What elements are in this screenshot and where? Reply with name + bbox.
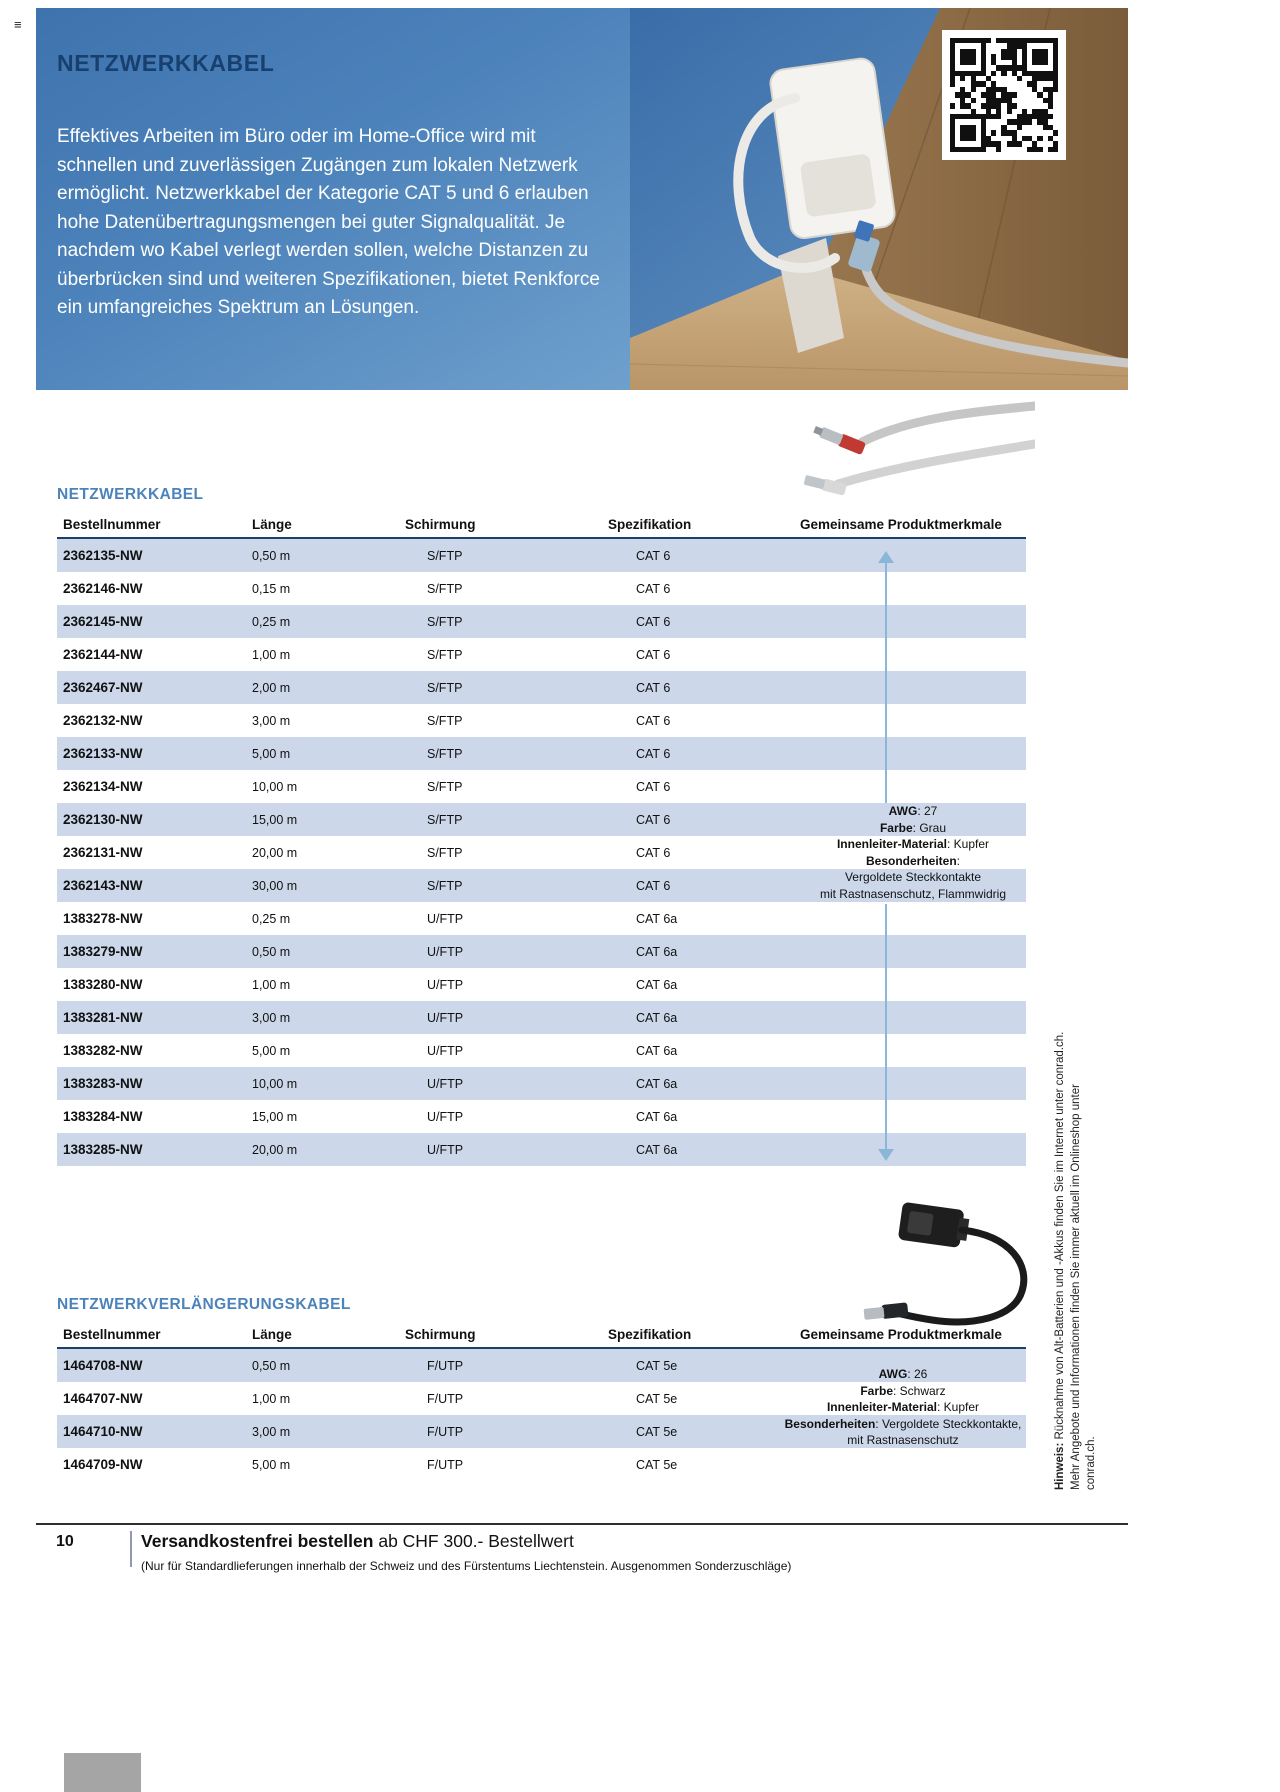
- cell-schirmung: F/UTP: [427, 1457, 464, 1472]
- feature-line: Innenleiter-Material: Kupfer: [826, 1400, 980, 1414]
- cell-laenge: 5,00 m: [252, 746, 291, 761]
- cell-bestellnummer: 2362467-NW: [63, 680, 143, 695]
- column-header-spezifikation: Spezifikation: [608, 517, 692, 532]
- cell-schirmung: U/FTP: [427, 944, 464, 959]
- cell-bestellnummer: 1464708-NW: [63, 1358, 143, 1373]
- cell-bestellnummer: 1383285-NW: [63, 1142, 143, 1157]
- table-row: [57, 572, 1026, 605]
- cell-schirmung: S/FTP: [427, 779, 463, 794]
- cell-spezifikation: CAT 6: [636, 845, 671, 860]
- cell-bestellnummer: 1464709-NW: [63, 1457, 143, 1472]
- column-header-bestellnummer: Bestellnummer: [63, 517, 161, 532]
- cell-laenge: 15,00 m: [252, 812, 298, 827]
- column-header-merkmale: Gemeinsame Produktmerkmale: [800, 517, 1002, 532]
- footer-rule: [36, 1523, 1128, 1525]
- cell-bestellnummer: 1383278-NW: [63, 911, 143, 926]
- cell-laenge: 1,00 m: [252, 647, 291, 662]
- product-features: [778, 1366, 1028, 1449]
- cell-bestellnummer: 1383280-NW: [63, 977, 143, 992]
- cell-spezifikation: CAT 6a: [636, 911, 678, 926]
- cell-bestellnummer: 1383283-NW: [63, 1076, 143, 1091]
- cell-spezifikation: CAT 6a: [636, 1142, 678, 1157]
- cell-laenge: 0,50 m: [252, 944, 291, 959]
- cell-schirmung: U/FTP: [427, 1010, 464, 1025]
- cell-spezifikation: CAT 6a: [636, 977, 678, 992]
- cell-schirmung: S/FTP: [427, 812, 463, 827]
- cell-schirmung: S/FTP: [427, 878, 463, 893]
- cell-laenge: 3,00 m: [252, 713, 291, 728]
- cell-laenge: 5,00 m: [252, 1043, 291, 1058]
- table-row: [57, 605, 1026, 638]
- menu-icon: ≡: [14, 17, 22, 32]
- cell-schirmung: U/FTP: [427, 1142, 464, 1157]
- range-arrow-line: [885, 562, 887, 803]
- cell-schirmung: F/UTP: [427, 1358, 464, 1373]
- section-heading: NETZWERKKABEL: [57, 486, 204, 503]
- column-header-laenge: Länge: [252, 517, 292, 532]
- cell-schirmung: S/FTP: [427, 581, 463, 596]
- cell-schirmung: U/FTP: [427, 1076, 464, 1091]
- cell-spezifikation: CAT 6a: [636, 1043, 678, 1058]
- cell-schirmung: U/FTP: [427, 911, 464, 926]
- feature-line: Besonderheiten: Vergoldete Steckkontakte,: [784, 1416, 1022, 1431]
- cell-spezifikation: CAT 6: [636, 680, 671, 695]
- cell-bestellnummer: 2362135-NW: [63, 548, 143, 563]
- cell-spezifikation: CAT 6: [636, 614, 671, 629]
- footer-gray-box: [64, 1753, 141, 1792]
- cell-bestellnummer: 2362146-NW: [63, 581, 143, 596]
- column-header-bestellnummer: Bestellnummer: [63, 1327, 161, 1342]
- netzwerkkabel-section: [57, 486, 1026, 1166]
- cell-schirmung: U/FTP: [427, 1043, 464, 1058]
- cell-spezifikation: CAT 6: [636, 647, 671, 662]
- cell-schirmung: S/FTP: [427, 680, 463, 695]
- cell-bestellnummer: 1383284-NW: [63, 1109, 143, 1124]
- cell-bestellnummer: 2362132-NW: [63, 713, 143, 728]
- cell-bestellnummer: 1383281-NW: [63, 1010, 143, 1025]
- cell-schirmung: S/FTP: [427, 746, 463, 761]
- feature-line: mit Rastnasenschutz: [847, 1433, 959, 1447]
- cell-spezifikation: CAT 6: [636, 713, 671, 728]
- table-row: [57, 935, 1026, 968]
- cell-bestellnummer: 2362143-NW: [63, 878, 143, 893]
- netzwerkkabel-table: [57, 512, 1026, 1166]
- column-header-spezifikation: Spezifikation: [608, 1327, 692, 1342]
- product-features: [800, 803, 1026, 902]
- feature-line: mit Rastnasenschutz, Flammwidrig: [819, 886, 1007, 901]
- cell-laenge: 1,00 m: [252, 1391, 291, 1406]
- footer-note: (Nur für Standardlieferungen innerhalb der Schweiz und des Fürstentums Liechtenstein. Ausgenommen Sonderzuschläge): [141, 1559, 792, 1573]
- cell-spezifikation: CAT 6: [636, 548, 671, 563]
- cell-bestellnummer: 1464707-NW: [63, 1391, 143, 1406]
- table-row: [57, 1067, 1026, 1100]
- feature-line: Innenleiter-Material: Kupfer: [836, 837, 990, 851]
- cell-schirmung: U/FTP: [427, 1109, 464, 1124]
- cell-schirmung: S/FTP: [427, 614, 463, 629]
- cell-spezifikation: CAT 5e: [636, 1457, 678, 1472]
- cell-bestellnummer: 2362133-NW: [63, 746, 143, 761]
- cell-laenge: 3,00 m: [252, 1424, 291, 1439]
- cell-schirmung: U/FTP: [427, 977, 464, 992]
- column-header-schirmung: Schirmung: [405, 517, 476, 532]
- cell-laenge: 10,00 m: [252, 779, 298, 794]
- table-row: [57, 1034, 1026, 1067]
- section-heading: NETZWERKVERLÄNGERUNGSKABEL: [57, 1296, 351, 1313]
- side-note-line: Mehr Angebote und Informationen finden Sie immer aktuell im Onlineshop unter conrad.ch.: [1069, 1084, 1097, 1490]
- qr-code: [942, 30, 1066, 160]
- cell-laenge: 2,00 m: [252, 680, 291, 695]
- cell-laenge: 0,50 m: [252, 1358, 291, 1373]
- cell-bestellnummer: 2362144-NW: [63, 647, 143, 662]
- arrow-up-icon: [878, 551, 894, 563]
- cell-laenge: 1,00 m: [252, 977, 291, 992]
- feature-line: Vergoldete Steckkontakte: [844, 870, 982, 884]
- feature-line: AWG: 26: [878, 1367, 928, 1381]
- page-number: 10: [56, 1533, 74, 1550]
- cell-laenge: 15,00 m: [252, 1109, 298, 1124]
- table-row: [57, 671, 1026, 704]
- hero-text-panel: [36, 8, 630, 390]
- side-note: [1053, 1028, 1100, 1490]
- cell-laenge: 10,00 m: [252, 1076, 298, 1091]
- cell-bestellnummer: 2362134-NW: [63, 779, 143, 794]
- cell-bestellnummer: 2362131-NW: [63, 845, 143, 860]
- cell-laenge: 30,00 m: [252, 878, 298, 893]
- cell-schirmung: F/UTP: [427, 1424, 464, 1439]
- column-header-merkmale: Gemeinsame Produktmerkmale: [800, 1327, 1002, 1342]
- cell-spezifikation: CAT 6: [636, 812, 671, 827]
- page-title: NETZWERKKABEL: [57, 50, 275, 76]
- cell-bestellnummer: 1383279-NW: [63, 944, 143, 959]
- cell-schirmung: S/FTP: [427, 647, 463, 662]
- cell-bestellnummer: 2362130-NW: [63, 812, 143, 827]
- column-header-schirmung: Schirmung: [405, 1327, 476, 1342]
- cell-spezifikation: CAT 5e: [636, 1424, 678, 1439]
- cell-spezifikation: CAT 5e: [636, 1358, 678, 1373]
- table-row: [57, 1448, 1026, 1481]
- cell-spezifikation: CAT 6a: [636, 1010, 678, 1025]
- hero-photo-panel: [630, 8, 1128, 390]
- footer-divider: [130, 1531, 132, 1567]
- cell-laenge: 20,00 m: [252, 845, 298, 860]
- arrow-down-icon: [878, 1149, 894, 1161]
- table-row: [57, 770, 1026, 803]
- cell-spezifikation: CAT 6a: [636, 944, 678, 959]
- cell-bestellnummer: 2362145-NW: [63, 614, 143, 629]
- feature-line: Besonderheiten:: [865, 853, 961, 868]
- cell-schirmung: S/FTP: [427, 845, 463, 860]
- cell-schirmung: S/FTP: [427, 713, 463, 728]
- cell-schirmung: F/UTP: [427, 1391, 464, 1406]
- hero-banner: [36, 8, 1128, 390]
- table-row: [57, 1100, 1026, 1133]
- cable-ends-photo: [800, 392, 1035, 500]
- verlaengerungskabel-table: [57, 1322, 1026, 1481]
- table-header-row: [57, 1322, 1026, 1349]
- cell-laenge: 20,00 m: [252, 1142, 298, 1157]
- cell-spezifikation: CAT 6: [636, 878, 671, 893]
- footer-offer: Versandkostenfrei bestellen ab CHF 300.- Bestellwert: [141, 1531, 574, 1551]
- table-row: [57, 704, 1026, 737]
- cell-spezifikation: CAT 6a: [636, 1109, 678, 1124]
- table-row: [57, 737, 1026, 770]
- intro-paragraph: Effektives Arbeiten im Büro oder im Home-Office wird mit schnellen und zuverlässigen Zugängen zum lokalen Netzwerk ermöglicht. Netzwerkkabel der Kategorie CAT 5 und 6 erlauben hohe Datenübertragungsmengen bei guter Signalqualität. Je nachdem wo Kabel verlegt werden sollen, welche Distanzen zu überbrücken sind und weiteren Spezifikationen, bietet Renkforce ein umfangreiches Spektrum an Lösungen.: [57, 126, 600, 318]
- feature-line: AWG: 27: [888, 804, 938, 818]
- table-row: [57, 902, 1026, 935]
- cell-laenge: 0,50 m: [252, 548, 291, 563]
- feature-line: Farbe: Schwarz: [860, 1383, 946, 1398]
- cell-laenge: 0,25 m: [252, 911, 291, 926]
- verlaengerungskabel-section: [57, 1296, 1026, 1481]
- cell-laenge: 3,00 m: [252, 1010, 291, 1025]
- table-row: [57, 638, 1026, 671]
- cell-spezifikation: CAT 5e: [636, 1391, 678, 1406]
- cell-laenge: 5,00 m: [252, 1457, 291, 1472]
- cell-laenge: 0,25 m: [252, 614, 291, 629]
- side-note-line: Hinweis: Rücknahme von Alt-Batterien und -Akkus finden Sie im Internet unter conrad.ch.: [1054, 1031, 1066, 1490]
- feature-line: Farbe: Grau: [879, 820, 947, 835]
- cell-laenge: 0,15 m: [252, 581, 291, 596]
- range-arrow-line: [885, 904, 887, 1149]
- table-row: [57, 1001, 1026, 1034]
- cell-spezifikation: CAT 6: [636, 581, 671, 596]
- cell-bestellnummer: 1464710-NW: [63, 1424, 143, 1439]
- cell-spezifikation: CAT 6: [636, 779, 671, 794]
- column-header-laenge: Länge: [252, 1327, 292, 1342]
- cell-spezifikation: CAT 6a: [636, 1076, 678, 1091]
- cell-spezifikation: CAT 6: [636, 746, 671, 761]
- table-row: [57, 968, 1026, 1001]
- cell-bestellnummer: 1383282-NW: [63, 1043, 143, 1058]
- table-header-row: [57, 512, 1026, 539]
- cell-schirmung: S/FTP: [427, 548, 463, 563]
